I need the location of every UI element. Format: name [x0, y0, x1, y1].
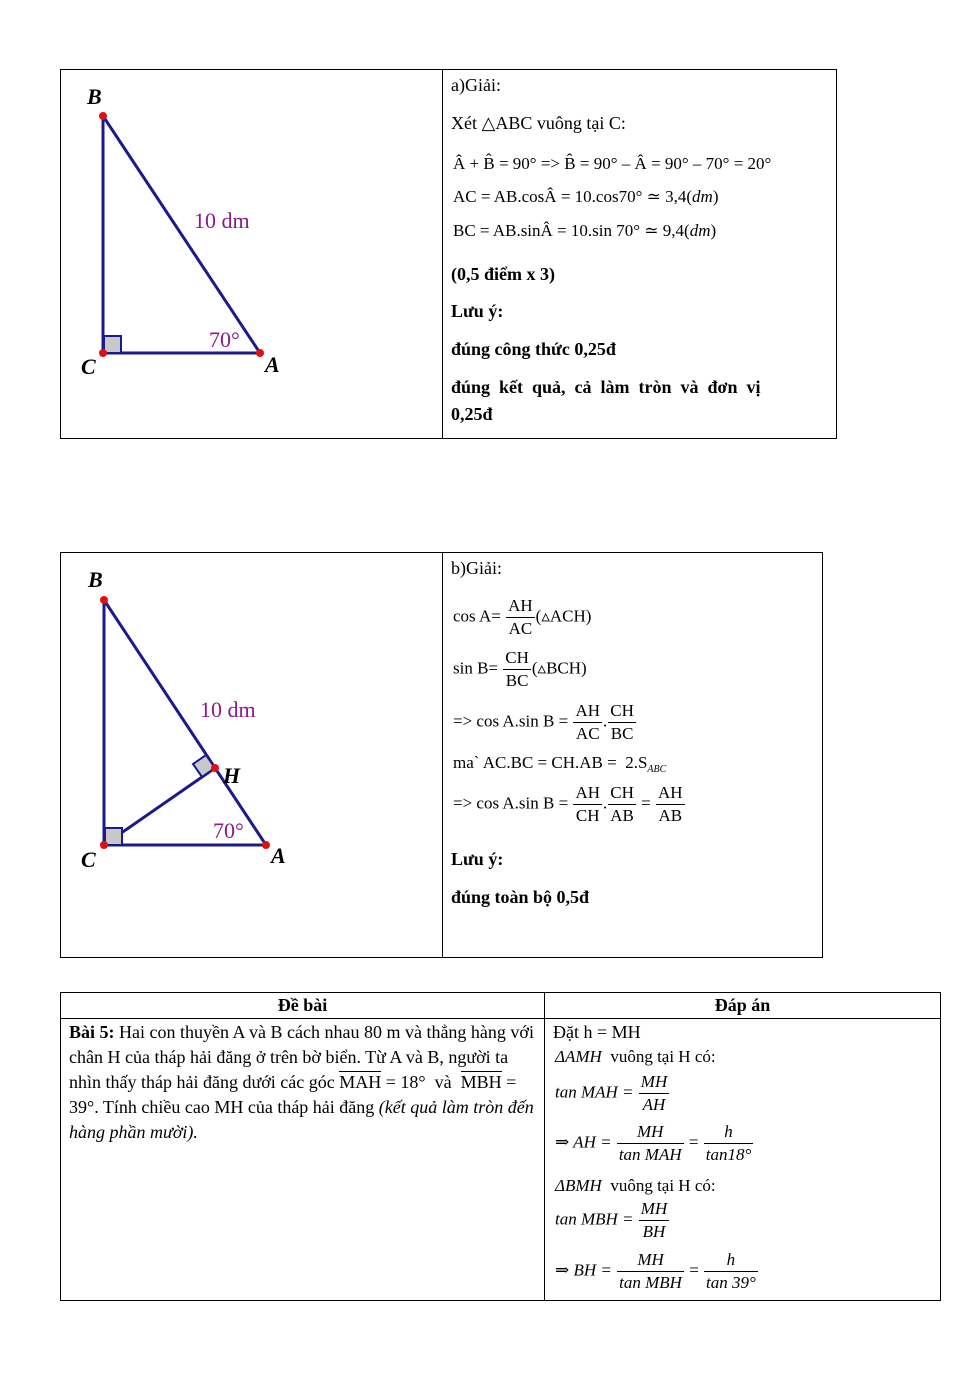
l4-sub: ABC	[647, 764, 667, 775]
angle-mbh-value: = 39°	[69, 1072, 517, 1117]
a4-d2: tan18°	[705, 1145, 752, 1164]
a7-d1: tan MBH	[619, 1273, 682, 1292]
eq2-prefix: AC = AB.cosÂ = 10.cos70°	[453, 187, 643, 206]
a7-d2: tan 39°	[706, 1273, 756, 1292]
answer-line4: ⇒ AH = $\frac{MH}{\text{tan MAH}}$ = $\frac{h}{\tan 18^\circ}$	[555, 1122, 752, 1164]
point-c	[99, 349, 107, 357]
part-a-triangle-figure	[61, 70, 441, 438]
problem-label: Bài 5:	[69, 1022, 115, 1042]
l3-n1: AH	[573, 700, 602, 723]
part-a-note2-line2: 0,25đ	[451, 404, 493, 424]
l2-den: BC	[505, 671, 529, 690]
a6-left: tan MBH =	[555, 1209, 634, 1229]
right-angle-mark-c	[105, 828, 122, 845]
label-h: H	[223, 763, 241, 788]
angle-mah-value: = 18°	[381, 1072, 426, 1092]
label-c: C	[81, 354, 96, 379]
answer-line5	[555, 1175, 716, 1197]
hypotenuse-label: 10 dm	[194, 208, 250, 233]
l3-n2: CH	[608, 700, 636, 723]
a7-n1: MH	[617, 1249, 684, 1272]
l5-n2: CH	[608, 782, 636, 805]
eq2-unit: dm	[692, 187, 713, 206]
l5-d2: AB	[610, 806, 634, 825]
problem-table-header	[61, 993, 940, 1019]
l3-left: => cos A.sin B =	[453, 711, 569, 731]
a6-num: MH	[639, 1198, 669, 1221]
l5-n3: AH	[656, 782, 685, 805]
problem-table	[60, 992, 941, 1301]
answer-line1: Đặt h = MH	[553, 1022, 641, 1042]
problem-italic: (kết quả làm tròn đến hàng phần mười).	[69, 1097, 534, 1142]
part-a-table	[60, 69, 837, 439]
part-a-intro: Xét △ABC vuông tại C:	[451, 113, 626, 133]
a7-fraction1	[617, 1249, 684, 1294]
l5-n1: AH	[573, 782, 602, 805]
part-a-note: Lưu ý:	[451, 301, 504, 321]
l2-fraction	[503, 647, 531, 692]
a5-text: vuông tại H có:	[601, 1176, 716, 1195]
angle-label: 70°	[213, 818, 244, 843]
l2-num: CH	[503, 647, 531, 670]
eq2-result: ≃ 3,4(	[642, 187, 693, 206]
l1-num: AH	[506, 595, 535, 618]
angle-label: 70°	[209, 327, 240, 352]
part-b-title: b)Giải:	[451, 558, 502, 578]
l4-text: ma` AC.BC = CH.AB = 2.S	[453, 753, 648, 772]
l3-d2: BC	[610, 724, 634, 743]
a3-fraction	[639, 1071, 669, 1116]
part-a-eq2: AC = AB.cosÂ = 10.cos70° ≃ 3,4(dm)	[453, 187, 719, 206]
a4-n1: MH	[617, 1121, 684, 1144]
a7-n2: h	[704, 1249, 758, 1272]
eq3-prefix: BC = AB.sinÂ = 10.sin 70°	[453, 221, 641, 240]
part-b-line4	[453, 752, 666, 781]
a4-d1: tan MAH	[618, 1145, 682, 1164]
l5-fraction3	[656, 782, 685, 827]
a5-symbol: ΔBMH	[555, 1176, 602, 1195]
part-b-line2	[453, 647, 587, 692]
side-ab	[103, 116, 260, 353]
l5-d3: AB	[658, 806, 683, 825]
part-b-note1: đúng toàn bộ 0,5đ	[451, 887, 590, 907]
point-a	[262, 841, 270, 849]
problem-and: và	[425, 1072, 461, 1092]
part-b-line1	[453, 595, 591, 640]
l2-left: sin B=	[453, 658, 499, 678]
l5-fraction1	[573, 782, 602, 827]
l3-fraction1	[573, 700, 602, 745]
a3-left: tan MAH =	[555, 1082, 634, 1102]
point-h	[211, 764, 219, 772]
part-a-note1: đúng công thức 0,25đ	[451, 339, 616, 359]
problem-statement	[69, 1020, 535, 1145]
label-a: A	[271, 843, 286, 868]
right-angle-mark	[104, 336, 121, 353]
a6-den: BH	[642, 1222, 666, 1241]
part-b-line3: => cos A.sin B = $\frac{AH}{AC}$ . $\frac{CH}{BC}$	[453, 701, 634, 743]
l3-fraction2	[608, 700, 636, 745]
a4-fraction2	[704, 1121, 754, 1166]
a3-den: AH	[642, 1095, 666, 1114]
a2-text: vuông tại H có:	[601, 1047, 716, 1066]
part-b-divider	[442, 553, 443, 957]
answer-line7: ⇒ BH = $\frac{MH}{\text{tan MBH}}$ = $\frac{h}{\tan 39^\circ}$	[555, 1250, 756, 1292]
label-b: B	[88, 567, 103, 592]
part-b-triangle-figure	[61, 553, 441, 957]
point-b	[100, 596, 108, 604]
hypotenuse-label: 10 dm	[200, 697, 256, 722]
l3-d1: AC	[575, 724, 600, 743]
l5-d1: CH	[575, 806, 600, 825]
part-a-note2-line1: đúng kết quả, cả làm tròn và đơn vị	[451, 377, 761, 397]
answer-line3	[555, 1071, 670, 1116]
side-ab	[104, 600, 266, 845]
part-a-score: (0,5 điểm x 3)	[451, 264, 555, 284]
part-a-divider	[442, 70, 443, 438]
header-answer: Đáp án	[714, 995, 771, 1015]
point-c	[100, 841, 108, 849]
part-a-title: a)Giải:	[451, 75, 501, 95]
l1-den: AC	[508, 619, 533, 638]
a3-num: MH	[639, 1071, 669, 1094]
a4-left: ⇒ AH =	[555, 1132, 612, 1152]
angle-mbh: MBH	[460, 1072, 502, 1092]
part-a-eq3: BC = AB.sinÂ = 10.sin 70° ≃ 9,4(dm)	[453, 221, 717, 240]
eq3-result: ≃ 9,4(	[640, 221, 690, 240]
answer-line2	[555, 1046, 716, 1068]
angle-mah: MAH	[339, 1072, 382, 1092]
problem-text2: . Tính chiều cao MH của tháp hải đăng	[94, 1097, 379, 1117]
header-problem: Đề bài	[277, 995, 328, 1015]
l5-left: => cos A.sin B =	[453, 793, 569, 813]
part-b-table	[60, 552, 823, 958]
a7-fraction2	[704, 1249, 758, 1294]
l2-right: (▵BCH)	[531, 658, 587, 678]
l1-right: (▵ACH)	[535, 606, 592, 626]
problem-table-divider	[544, 993, 545, 1300]
eq3-unit: dm	[689, 221, 711, 240]
part-b-note: Lưu ý:	[451, 849, 504, 869]
l1-left: cos A=	[453, 606, 501, 626]
a7-left: ⇒ BH =	[555, 1260, 612, 1280]
point-a	[256, 349, 264, 357]
a2-symbol: ΔAMH	[555, 1047, 602, 1066]
a6-fraction	[639, 1198, 669, 1243]
a4-fraction1	[617, 1121, 684, 1166]
a4-n2: h	[704, 1121, 754, 1144]
answer-line6	[555, 1198, 670, 1243]
l5-fraction2	[608, 782, 636, 827]
label-b: B	[87, 84, 102, 109]
label-c: C	[81, 847, 96, 872]
part-a-eq1: Â + B̂ = 90° => B̂ = 90° – Â = 90° – 70° = 20°	[453, 154, 772, 173]
part-b-line5: => cos A.sin B = $\frac{AH}{CH}$ . $\frac{CH}{AB}$ = $\frac{AH}{AB}$	[453, 783, 683, 825]
problem-text1: Hai con thuyền A và B cách nhau 80 m và thẳng hàng với chân H của tháp hải đăng ở trên bờ biển. Từ A và B, người ta nhìn thấy tháp hải đăng dưới các góc	[69, 1022, 534, 1092]
point-b	[99, 112, 107, 120]
label-a: A	[265, 352, 280, 377]
l1-fraction	[506, 595, 535, 640]
